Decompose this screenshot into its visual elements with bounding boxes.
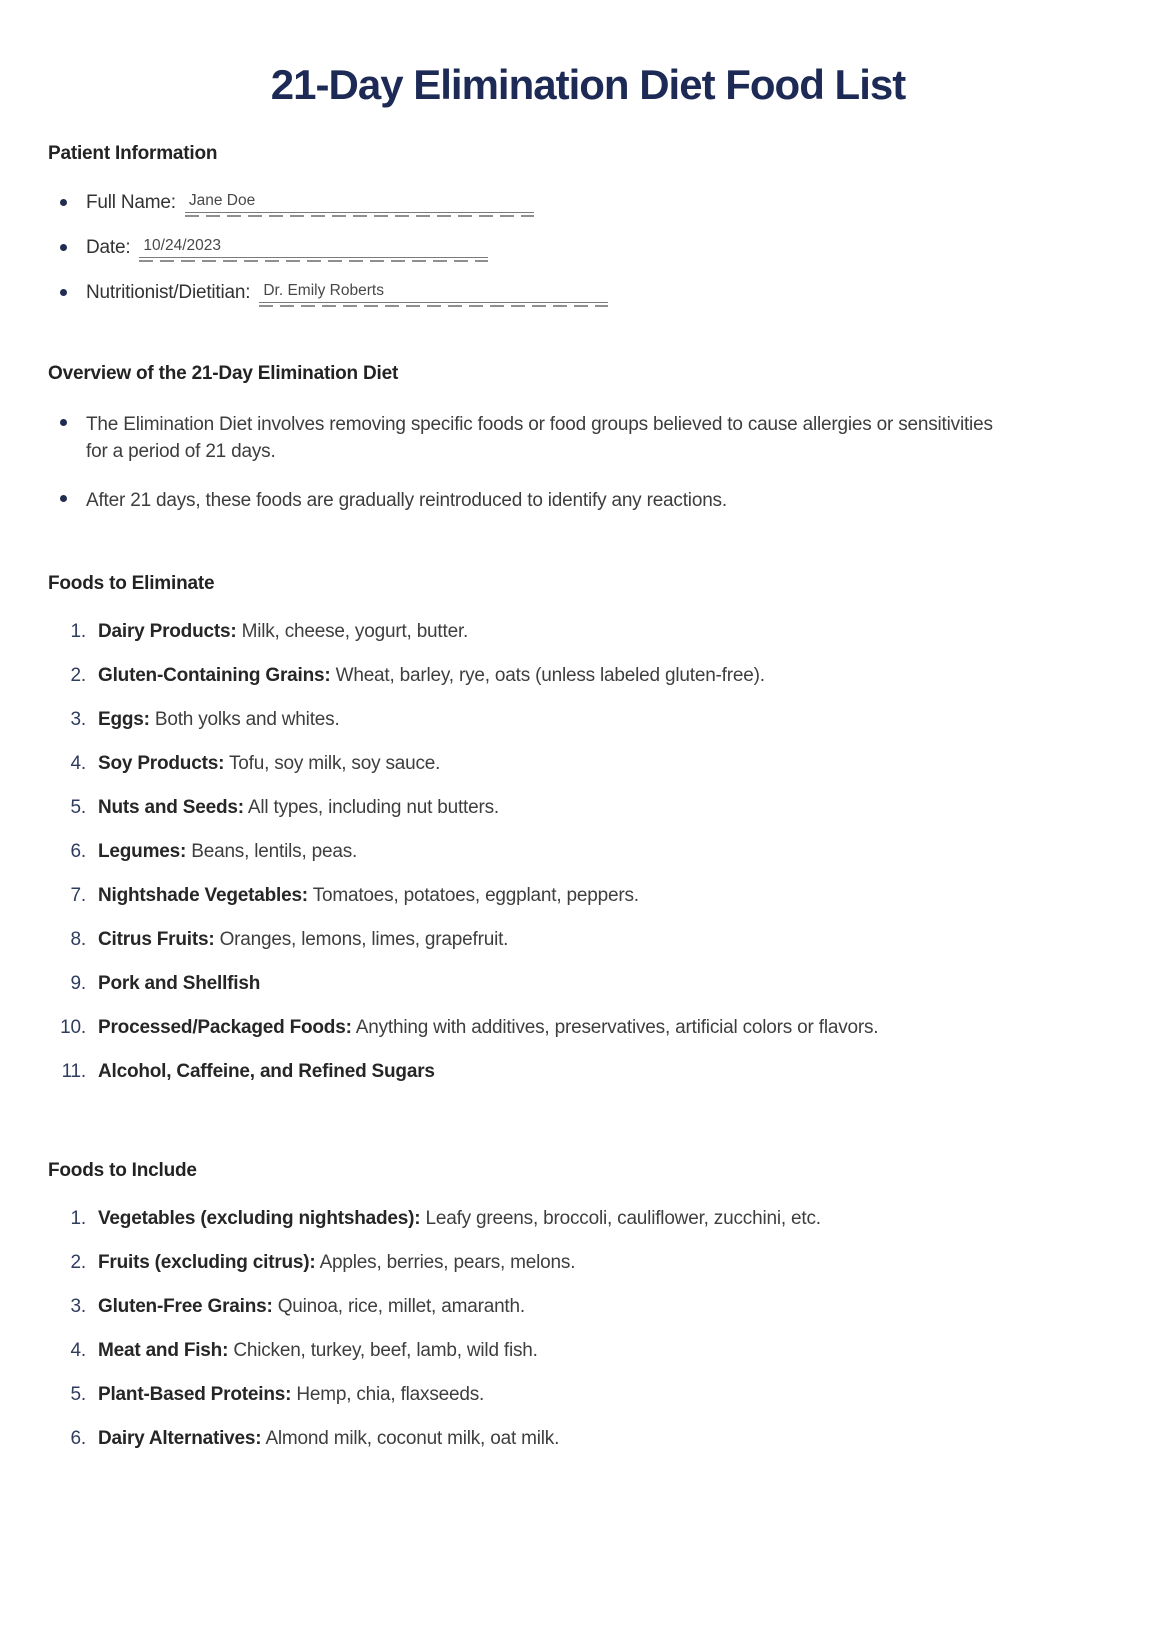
item-number: 1. xyxy=(70,1208,86,1230)
item-term: Dairy Alternatives: xyxy=(98,1428,262,1450)
overview-heading: Overview of the 21-Day Elimination Diet xyxy=(48,363,399,385)
page-title: 21-Day Elimination Diet Food List xyxy=(270,61,906,108)
bullet-icon xyxy=(60,495,67,502)
section-overview xyxy=(48,362,1128,514)
field-date xyxy=(48,236,1128,259)
item-desc: Apples, berries, pears, melons. xyxy=(319,1252,576,1274)
list-item xyxy=(48,665,1128,687)
field-label: Full Name: xyxy=(86,192,176,214)
item-text xyxy=(98,709,1128,731)
item-text xyxy=(98,885,1128,907)
item-text xyxy=(98,1340,1128,1362)
foods-to-include-heading: Foods to Include xyxy=(48,1160,197,1182)
field-label: Date: xyxy=(86,237,131,259)
item-number: 7. xyxy=(70,885,86,907)
item-desc: Chicken, turkey, beef, lamb, wild fish. xyxy=(233,1340,538,1362)
item-desc: Wheat, barley, rye, oats (unless labeled gluten-free). xyxy=(335,665,765,687)
item-text xyxy=(98,1017,1128,1039)
list-item xyxy=(48,621,1128,643)
bullet-icon xyxy=(60,289,67,296)
item-text xyxy=(98,1252,1128,1274)
item-term: Processed/Packaged Foods: xyxy=(98,1017,352,1039)
item-term: Gluten-Free Grains: xyxy=(98,1296,273,1318)
item-text xyxy=(98,621,1128,643)
nutritionist-fill-line: Dr. Emily Roberts xyxy=(259,281,608,303)
item-term: Citrus Fruits: xyxy=(98,929,215,951)
item-text xyxy=(98,1061,1128,1083)
item-desc: Hemp, chia, flaxseeds. xyxy=(296,1384,485,1406)
item-desc: Beans, lentils, peas. xyxy=(191,841,358,863)
list-item xyxy=(48,1384,1128,1406)
item-text xyxy=(98,1428,1128,1450)
list-item xyxy=(48,973,1128,995)
item-desc: All types, including nut butters. xyxy=(247,797,500,819)
overview-bullet xyxy=(48,411,1128,465)
list-item xyxy=(48,1061,1128,1083)
item-text xyxy=(98,929,1128,951)
list-item xyxy=(48,1340,1128,1362)
bullet-icon xyxy=(60,244,67,251)
item-text xyxy=(98,753,1128,775)
item-term: Alcohol, Caffeine, and Refined Sugars xyxy=(98,1061,435,1083)
item-desc: Leafy greens, broccoli, cauliflower, zucchini, etc. xyxy=(425,1208,821,1230)
eliminate-list xyxy=(48,621,1128,1083)
list-item xyxy=(48,1252,1128,1274)
item-number: 11. xyxy=(61,1061,86,1083)
item-text xyxy=(98,841,1128,863)
item-number: 2. xyxy=(70,1252,86,1274)
section-foods-to-eliminate xyxy=(48,572,1128,1083)
list-item xyxy=(48,929,1128,951)
list-item xyxy=(48,1208,1128,1230)
list-item xyxy=(48,1428,1128,1450)
field-nutritionist xyxy=(48,281,1128,304)
item-term: Pork and Shellfish xyxy=(98,973,261,995)
item-desc: Milk, cheese, yogurt, butter. xyxy=(241,621,469,643)
item-number: 3. xyxy=(70,709,86,731)
overview-bullets-list xyxy=(48,411,1128,514)
item-number: 4. xyxy=(70,1340,86,1362)
item-number: 8. xyxy=(70,929,86,951)
list-item xyxy=(48,753,1128,775)
field-full-name xyxy=(48,191,1128,214)
item-term: Nuts and Seeds: xyxy=(98,797,244,819)
item-number: 9. xyxy=(70,973,86,995)
date-fill-line: 10/24/2023 xyxy=(139,236,488,258)
item-number: 6. xyxy=(70,841,86,863)
item-text xyxy=(98,665,1128,687)
item-text xyxy=(98,1296,1128,1318)
section-patient-information xyxy=(48,142,1128,304)
item-number: 5. xyxy=(70,1384,86,1406)
patient-information-heading: Patient Information xyxy=(48,143,218,165)
item-term: Fruits (excluding citrus): xyxy=(98,1252,316,1274)
list-item xyxy=(48,885,1128,907)
item-number: 1. xyxy=(70,621,86,643)
field-label: Nutritionist/Dietitian: xyxy=(86,282,251,304)
item-desc: Tofu, soy milk, soy sauce. xyxy=(228,753,441,775)
section-foods-to-include xyxy=(48,1159,1128,1450)
item-number: 4. xyxy=(70,753,86,775)
list-item xyxy=(48,709,1128,731)
item-term: Eggs: xyxy=(98,709,150,731)
item-term: Meat and Fish: xyxy=(98,1340,229,1362)
item-desc: Quinoa, rice, millet, amaranth. xyxy=(277,1296,525,1318)
full-name-fill-line: Jane Doe xyxy=(185,191,534,213)
list-item xyxy=(48,1017,1128,1039)
item-text xyxy=(98,1208,1128,1230)
foods-to-eliminate-heading: Foods to Eliminate xyxy=(48,573,215,595)
item-term: Vegetables (excluding nightshades): xyxy=(98,1208,421,1230)
overview-bullet-text: After 21 days, these foods are gradually reintroduced to identify any reactions. xyxy=(86,490,727,512)
item-text xyxy=(98,1384,1128,1406)
patient-fields-list xyxy=(48,191,1128,304)
item-desc: Oranges, lemons, limes, grapefruit. xyxy=(219,929,509,951)
list-item xyxy=(48,797,1128,819)
overview-bullet-text: The Elimination Diet involves removing specific foods or food groups believed to cause allergies or sensitivities for a period of 21 days. xyxy=(86,414,993,463)
item-number: 3. xyxy=(70,1296,86,1318)
overview-bullet xyxy=(48,487,1128,514)
bullet-icon xyxy=(60,199,67,206)
item-number: 10. xyxy=(60,1017,86,1039)
item-term: Plant-Based Proteins: xyxy=(98,1384,292,1406)
item-desc: Tomatoes, potatoes, eggplant, peppers. xyxy=(312,885,639,907)
list-item xyxy=(48,1296,1128,1318)
item-desc: Anything with additives, preservatives, artificial colors or flavors. xyxy=(355,1017,879,1039)
item-number: 2. xyxy=(70,665,86,687)
item-term: Soy Products: xyxy=(98,753,225,775)
item-term: Legumes: xyxy=(98,841,187,863)
include-list xyxy=(48,1208,1128,1450)
item-term: Dairy Products: xyxy=(98,621,237,643)
list-item xyxy=(48,841,1128,863)
item-desc: Both yolks and whites. xyxy=(154,709,340,731)
item-term: Nightshade Vegetables: xyxy=(98,885,308,907)
item-text xyxy=(98,797,1128,819)
item-term: Gluten-Containing Grains: xyxy=(98,665,331,687)
item-desc: Almond milk, coconut milk, oat milk. xyxy=(265,1428,560,1450)
item-text xyxy=(98,973,1128,995)
item-number: 5. xyxy=(70,797,86,819)
item-number: 6. xyxy=(70,1428,86,1450)
bullet-icon xyxy=(60,419,67,426)
